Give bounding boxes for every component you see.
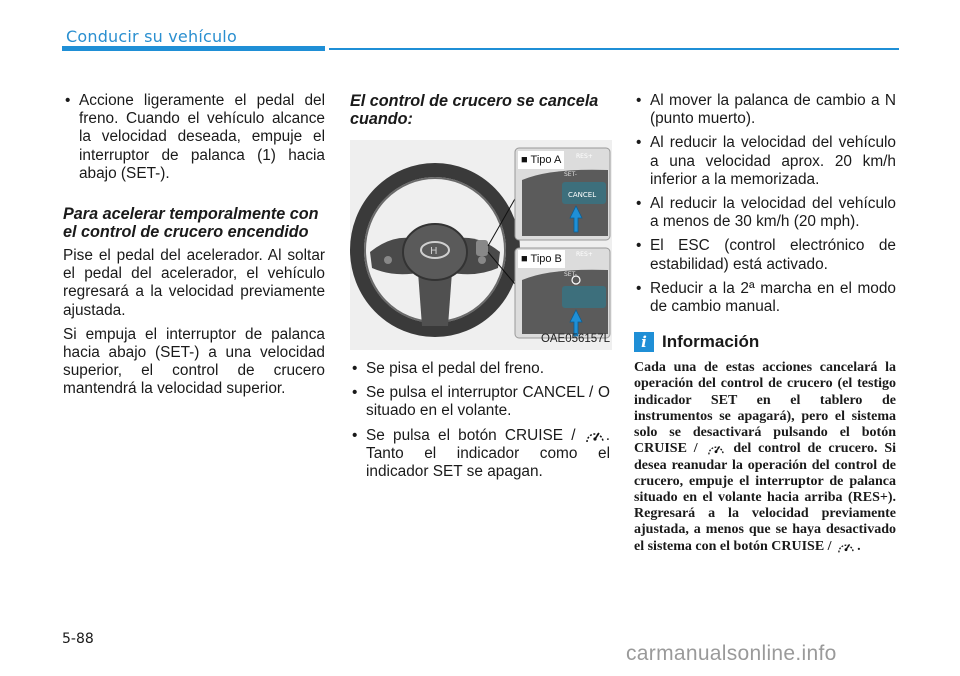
- info-text-3: .: [857, 538, 861, 554]
- header-rule-thin: [329, 48, 899, 50]
- left-bullet-list: [63, 92, 325, 183]
- middle-bullet-list: [350, 360, 610, 481]
- list-item: • Al reducir la velocidad del vehículo a menos de 30 km/h (20 mph).: [634, 195, 896, 231]
- list-item: • Al reducir la velocidad del vehículo a una velocidad aprox. 20 km/h inferior a la memorizada.: [634, 134, 896, 189]
- bullet-text-pre: Se pulsa el botón CRUISE /: [366, 426, 576, 444]
- section-title: Conducir su vehículo: [66, 27, 237, 46]
- info-title: Información: [662, 332, 760, 352]
- paragraph: Pise el pedal del acelerador. Al soltar el pedal del acelerador, el vehículo regresará a la velocidad previamente ajustada.: [63, 247, 325, 319]
- list-item: • Accione ligeramente el pedal del freno. Cuando el vehículo alcance la velocidad deseada, empuje el interruptor de palanca (1) hacia abajo (SET-).: [63, 92, 325, 183]
- cruise-icon: [835, 539, 857, 555]
- list-item: • Al mover la palanca de cambio a N (punto muerto).: [634, 92, 896, 128]
- info-icon: i: [634, 332, 654, 352]
- svg-text:H: H: [430, 246, 438, 257]
- list-item: • Reducir a la 2ª marcha en el modo de cambio manual.: [634, 280, 896, 316]
- set-label-a: SET-: [564, 171, 577, 178]
- page-number: 5-88: [62, 631, 94, 647]
- cruise-icon: [584, 427, 606, 445]
- bullet-text-post: . Tanto el indicador como el indicador SET se apagan.: [366, 426, 610, 481]
- steering-wheel-icon: [350, 140, 612, 350]
- tipo-a-label: ■ Tipo A: [518, 151, 564, 169]
- steering-wheel-figure: [350, 140, 612, 350]
- cancel-label: CANCEL: [568, 191, 597, 199]
- subheading-accelerate: Para acelerar temporalmente con el control de crucero encendido: [63, 205, 319, 242]
- info-text-1: Cada una de estas acciones cancelará la operación del control de crucero (el testigo indicador SET en el tablero de instrumentos se apagará), pero el sistema solo se desactivará pulsando el botón CRUISE /: [634, 360, 896, 457]
- list-item: • Se pulsa el interruptor CANCEL / O situado en el volante.: [350, 384, 610, 420]
- info-body: [634, 360, 896, 555]
- right-bullet-list: [634, 92, 896, 316]
- watermark: carmanualsonline.info: [626, 642, 837, 665]
- set-label-b: SET-: [564, 271, 577, 278]
- middle-column: [350, 92, 610, 487]
- left-column: [63, 92, 325, 405]
- cruise-icon: [705, 441, 727, 457]
- list-item: • Se pisa el pedal del freno.: [350, 360, 610, 378]
- info-text-2: del control de crucero. Si desea reanudar la operación del control de crucero, empuje el interruptor de palanca situado en el volante hacia arriba (RES+). Regresará a la velocidad previamente ajustada, a menos que se haya desactivado el sistema con el botón CRUISE /: [634, 441, 896, 554]
- res-label-a: RES+: [576, 153, 593, 160]
- paragraph: Si empuja el interruptor de palanca hacia abajo (SET-) a una velocidad superior, el control de crucero mantendrá la velocidad superior.: [63, 325, 325, 398]
- list-item: • El ESC (control electrónico de estabilidad) está activado.: [634, 237, 896, 273]
- tipo-b-label: ■ Tipo B: [518, 250, 565, 268]
- header-rule-thick: [62, 46, 325, 51]
- figure-code: OAE056157L: [540, 332, 610, 345]
- info-header: [634, 332, 896, 352]
- res-label-b: RES+: [576, 251, 593, 258]
- list-item: [350, 427, 610, 482]
- subheading-cancel: El control de crucero se cancela cuando:: [350, 92, 599, 128]
- right-column: [634, 92, 896, 555]
